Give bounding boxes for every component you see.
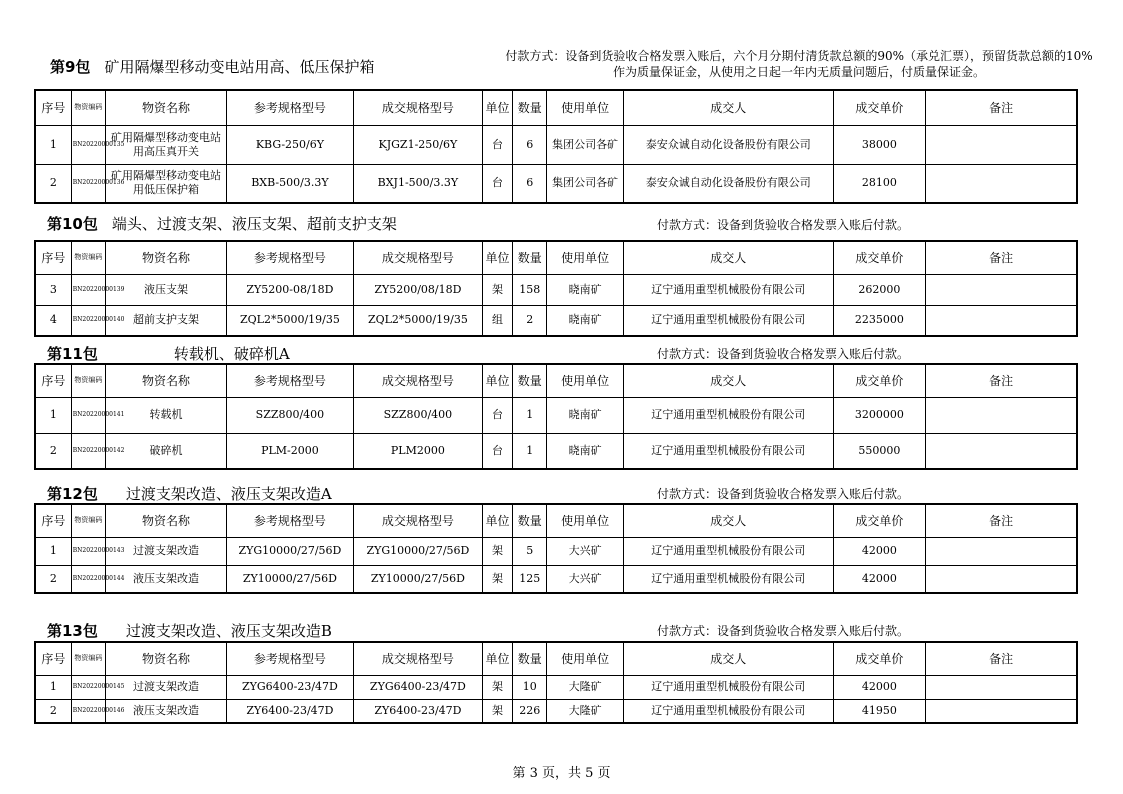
column-header-price: 成交单价 — [833, 241, 926, 274]
payment-terms: 付款方式：设备到货验收合格发票入账后付款。 — [657, 218, 910, 232]
column-header-note: 备注 — [926, 90, 1077, 125]
vendor-cell: 辽宁通用重型机械股份有限公司 — [623, 537, 833, 565]
deal-spec-cell: PLM2000 — [353, 433, 482, 469]
column-header-note: 备注 — [926, 504, 1077, 537]
user-unit-cell: 晓南矿 — [547, 305, 624, 336]
payment-terms: 付款方式：设备到货验收合格发票入账后付款。 — [657, 347, 910, 361]
table-header-row — [35, 90, 1077, 125]
note-cell — [926, 397, 1077, 433]
quantity-cell: 6 — [513, 125, 547, 164]
column-header-deal-spec: 成交规格型号 — [353, 364, 482, 397]
column-header-deal-spec: 成交规格型号 — [353, 504, 482, 537]
column-header-note: 备注 — [926, 642, 1077, 675]
column-header-price: 成交单价 — [833, 504, 926, 537]
note-cell — [926, 125, 1077, 164]
deal-spec-cell: ZY6400-23/47D — [353, 699, 482, 723]
material-code-cell: BN20220000140 — [71, 305, 105, 336]
material-name-cell: 转载机 — [106, 397, 227, 433]
payment-terms: 付款方式：设备到货验收合格发票入账后付款。 — [657, 487, 910, 501]
material-name-cell: 超前支护支架 — [106, 305, 227, 336]
quantity-cell: 2 — [513, 305, 547, 336]
column-header-code: 物资编码 — [71, 364, 105, 397]
note-cell — [926, 675, 1077, 699]
package-heading — [47, 483, 332, 504]
column-header-unit: 单位 — [482, 504, 512, 537]
package-number: 第9包 — [50, 58, 91, 76]
unit-price-cell: 42000 — [833, 537, 926, 565]
column-header-ref-spec: 参考规格型号 — [226, 241, 353, 274]
column-header-seq: 序号 — [35, 241, 71, 274]
table-row — [35, 164, 1077, 203]
unit-price-cell: 41950 — [833, 699, 926, 723]
column-header-name: 物资名称 — [106, 90, 227, 125]
vendor-cell: 辽宁通用重型机械股份有限公司 — [623, 274, 833, 305]
column-header-qty: 数量 — [513, 90, 547, 125]
material-name-cell: 过渡支架改造 — [106, 537, 227, 565]
column-header-user: 使用单位 — [547, 504, 624, 537]
unit-price-cell: 42000 — [833, 565, 926, 593]
material-code-cell: BN20220000139 — [71, 274, 105, 305]
column-header-price: 成交单价 — [833, 364, 926, 397]
column-header-qty: 数量 — [513, 364, 547, 397]
material-code-cell: BN20220000146 — [71, 699, 105, 723]
deal-spec-cell: ZQL2*5000/19/35 — [353, 305, 482, 336]
note-cell — [926, 699, 1077, 723]
unit-cell: 台 — [482, 125, 512, 164]
unit-cell: 架 — [482, 699, 512, 723]
vendor-cell: 辽宁通用重型机械股份有限公司 — [623, 397, 833, 433]
seq-cell: 3 — [35, 274, 71, 305]
column-header-code: 物资编码 — [71, 642, 105, 675]
table-row — [35, 699, 1077, 723]
package-title: 转载机、破碎机A — [173, 345, 290, 363]
reference-spec-cell: KBG-250/6Y — [226, 125, 353, 164]
unit-price-cell: 262000 — [833, 274, 926, 305]
column-header-name: 物资名称 — [106, 642, 227, 675]
table-header-row — [35, 241, 1077, 274]
seq-cell: 2 — [35, 565, 71, 593]
user-unit-cell: 晓南矿 — [547, 397, 624, 433]
quantity-cell: 1 — [513, 397, 547, 433]
unit-price-cell: 3200000 — [833, 397, 926, 433]
column-header-ref-spec: 参考规格型号 — [226, 504, 353, 537]
quantity-cell: 6 — [513, 164, 547, 203]
column-header-user: 使用单位 — [547, 642, 624, 675]
unit-cell: 架 — [482, 565, 512, 593]
unit-price-cell: 2235000 — [833, 305, 926, 336]
table-header-row — [35, 504, 1077, 537]
column-header-user: 使用单位 — [547, 241, 624, 274]
column-header-price: 成交单价 — [833, 90, 926, 125]
user-unit-cell: 大隆矿 — [547, 675, 624, 699]
unit-cell: 台 — [482, 433, 512, 469]
column-header-unit: 单位 — [482, 90, 512, 125]
package-heading — [47, 620, 332, 641]
column-header-vendor: 成交人 — [623, 504, 833, 537]
deal-spec-cell: BXJ1-500/3.3Y — [353, 164, 482, 203]
table-row — [35, 305, 1077, 336]
package-title: 过渡支架改造、液压支架改造B — [125, 622, 332, 640]
table-row — [35, 565, 1077, 593]
column-header-unit: 单位 — [482, 642, 512, 675]
column-header-vendor: 成交人 — [623, 90, 833, 125]
package-number: 第12包 — [47, 485, 98, 503]
column-header-seq: 序号 — [35, 504, 71, 537]
column-header-deal-spec: 成交规格型号 — [353, 241, 482, 274]
unit-price-cell: 42000 — [833, 675, 926, 699]
table-row — [35, 433, 1077, 469]
quantity-cell: 125 — [513, 565, 547, 593]
note-cell — [926, 565, 1077, 593]
package-title: 矿用隔爆型移动变电站用高、低压保护箱 — [104, 58, 375, 76]
material-name-cell: 过渡支架改造 — [106, 675, 227, 699]
seq-cell: 2 — [35, 164, 71, 203]
table-header-row — [35, 642, 1077, 675]
table-row — [35, 675, 1077, 699]
user-unit-cell: 大兴矿 — [547, 565, 624, 593]
quantity-cell: 10 — [513, 675, 547, 699]
deal-spec-cell: ZYG6400-23/47D — [353, 675, 482, 699]
material-name-cell: 矿用隔爆型移动变电站用高压真开关 — [106, 125, 227, 164]
column-header-note: 备注 — [926, 364, 1077, 397]
table-row — [35, 274, 1077, 305]
vendor-cell: 泰安众诚自动化设备股份有限公司 — [623, 164, 833, 203]
column-header-unit: 单位 — [482, 241, 512, 274]
column-header-code: 物资编码 — [71, 241, 105, 274]
note-cell — [926, 164, 1077, 203]
unit-price-cell: 28100 — [833, 164, 926, 203]
column-header-code: 物资编码 — [71, 90, 105, 125]
material-name-cell: 破碎机 — [106, 433, 227, 469]
note-cell — [926, 537, 1077, 565]
column-header-qty: 数量 — [513, 241, 547, 274]
quantity-cell: 158 — [513, 274, 547, 305]
reference-spec-cell: ZY6400-23/47D — [226, 699, 353, 723]
reference-spec-cell: ZY5200-08/18D — [226, 274, 353, 305]
column-header-name: 物资名称 — [106, 364, 227, 397]
column-header-user: 使用单位 — [547, 90, 624, 125]
column-header-code: 物资编码 — [71, 504, 105, 537]
quantity-cell: 5 — [513, 537, 547, 565]
package-table — [34, 363, 1078, 470]
package-heading — [50, 56, 374, 77]
vendor-cell: 辽宁通用重型机械股份有限公司 — [623, 675, 833, 699]
column-header-user: 使用单位 — [547, 364, 624, 397]
user-unit-cell: 大隆矿 — [547, 699, 624, 723]
table-header-row — [35, 364, 1077, 397]
reference-spec-cell: ZQL2*5000/19/35 — [226, 305, 353, 336]
column-header-seq: 序号 — [35, 364, 71, 397]
note-cell — [926, 274, 1077, 305]
column-header-name: 物资名称 — [106, 241, 227, 274]
seq-cell: 1 — [35, 675, 71, 699]
package-table — [34, 240, 1078, 337]
vendor-cell: 泰安众诚自动化设备股份有限公司 — [623, 125, 833, 164]
package-heading — [47, 343, 290, 364]
unit-cell: 架 — [482, 675, 512, 699]
reference-spec-cell: SZZ800/400 — [226, 397, 353, 433]
vendor-cell: 辽宁通用重型机械股份有限公司 — [623, 433, 833, 469]
package-number: 第13包 — [47, 622, 98, 640]
column-header-ref-spec: 参考规格型号 — [226, 642, 353, 675]
reference-spec-cell: PLM-2000 — [226, 433, 353, 469]
vendor-cell: 辽宁通用重型机械股份有限公司 — [623, 305, 833, 336]
deal-spec-cell: ZYG10000/27/56D — [353, 537, 482, 565]
user-unit-cell: 集团公司各矿 — [547, 164, 624, 203]
material-name-cell: 液压支架改造 — [106, 699, 227, 723]
package-table — [34, 641, 1078, 724]
unit-price-cell: 550000 — [833, 433, 926, 469]
quantity-cell: 1 — [513, 433, 547, 469]
material-code-cell: BN20220000142 — [71, 433, 105, 469]
deal-spec-cell: ZY10000/27/56D — [353, 565, 482, 593]
column-header-deal-spec: 成交规格型号 — [353, 642, 482, 675]
seq-cell: 1 — [35, 537, 71, 565]
material-code-cell: BN20220000145 — [71, 675, 105, 699]
reference-spec-cell: BXB-500/3.3Y — [226, 164, 353, 203]
deal-spec-cell: SZZ800/400 — [353, 397, 482, 433]
reference-spec-cell: ZY10000/27/56D — [226, 565, 353, 593]
unit-cell: 组 — [482, 305, 512, 336]
package-table — [34, 89, 1078, 204]
material-code-cell: BN20220000136 — [71, 164, 105, 203]
column-header-qty: 数量 — [513, 504, 547, 537]
material-code-cell: BN20220000135 — [71, 125, 105, 164]
package-number: 第10包 — [47, 215, 98, 233]
package-title: 端头、过渡支架、液压支架、超前支护支架 — [111, 215, 397, 233]
package-heading — [47, 213, 397, 234]
column-header-seq: 序号 — [35, 642, 71, 675]
column-header-deal-spec: 成交规格型号 — [353, 90, 482, 125]
unit-cell: 台 — [482, 397, 512, 433]
seq-cell: 1 — [35, 397, 71, 433]
user-unit-cell: 大兴矿 — [547, 537, 624, 565]
user-unit-cell: 晓南矿 — [547, 274, 624, 305]
package-number: 第11包 — [47, 345, 98, 363]
seq-cell: 2 — [35, 433, 71, 469]
column-header-vendor: 成交人 — [623, 364, 833, 397]
material-code-cell: BN20220000141 — [71, 397, 105, 433]
material-name-cell: 液压支架 — [106, 274, 227, 305]
payment-terms: 付款方式：设备到货验收合格发票入账后付款。 — [657, 624, 910, 638]
column-header-price: 成交单价 — [833, 642, 926, 675]
unit-cell: 架 — [482, 274, 512, 305]
deal-spec-cell: KJGZ1-250/6Y — [353, 125, 482, 164]
material-code-cell: BN20220000143 — [71, 537, 105, 565]
material-name-cell: 矿用隔爆型移动变电站用低压保护箱 — [106, 164, 227, 203]
material-name-cell: 液压支架改造 — [106, 565, 227, 593]
seq-cell: 4 — [35, 305, 71, 336]
column-header-seq: 序号 — [35, 90, 71, 125]
column-header-ref-spec: 参考规格型号 — [226, 364, 353, 397]
user-unit-cell: 集团公司各矿 — [547, 125, 624, 164]
page-footer: 第 3 页，共 5 页 — [512, 766, 611, 781]
column-header-unit: 单位 — [482, 364, 512, 397]
quantity-cell: 226 — [513, 699, 547, 723]
column-header-qty: 数量 — [513, 642, 547, 675]
column-header-note: 备注 — [926, 241, 1077, 274]
column-header-name: 物资名称 — [106, 504, 227, 537]
user-unit-cell: 晓南矿 — [547, 433, 624, 469]
vendor-cell: 辽宁通用重型机械股份有限公司 — [623, 699, 833, 723]
table-row — [35, 537, 1077, 565]
package-title: 过渡支架改造、液压支架改造A — [125, 485, 332, 503]
note-cell — [926, 433, 1077, 469]
unit-cell: 架 — [482, 537, 512, 565]
material-code-cell: BN20220000144 — [71, 565, 105, 593]
table-row — [35, 125, 1077, 164]
unit-cell: 台 — [482, 164, 512, 203]
package-table — [34, 503, 1078, 594]
reference-spec-cell: ZYG6400-23/47D — [226, 675, 353, 699]
reference-spec-cell: ZYG10000/27/56D — [226, 537, 353, 565]
unit-price-cell: 38000 — [833, 125, 926, 164]
payment-terms: 付款方式：设备到货验收合格发票入账后，六个月分期付清货款总额的90%（承兑汇票），预留货款总额的10%作为质量保证金，从使用之日起一年内无质量问题后，付质量保证金。 — [505, 49, 1093, 79]
seq-cell: 1 — [35, 125, 71, 164]
column-header-vendor: 成交人 — [623, 642, 833, 675]
seq-cell: 2 — [35, 699, 71, 723]
note-cell — [926, 305, 1077, 336]
deal-spec-cell: ZY5200/08/18D — [353, 274, 482, 305]
table-row — [35, 397, 1077, 433]
column-header-ref-spec: 参考规格型号 — [226, 90, 353, 125]
vendor-cell: 辽宁通用重型机械股份有限公司 — [623, 565, 833, 593]
column-header-vendor: 成交人 — [623, 241, 833, 274]
